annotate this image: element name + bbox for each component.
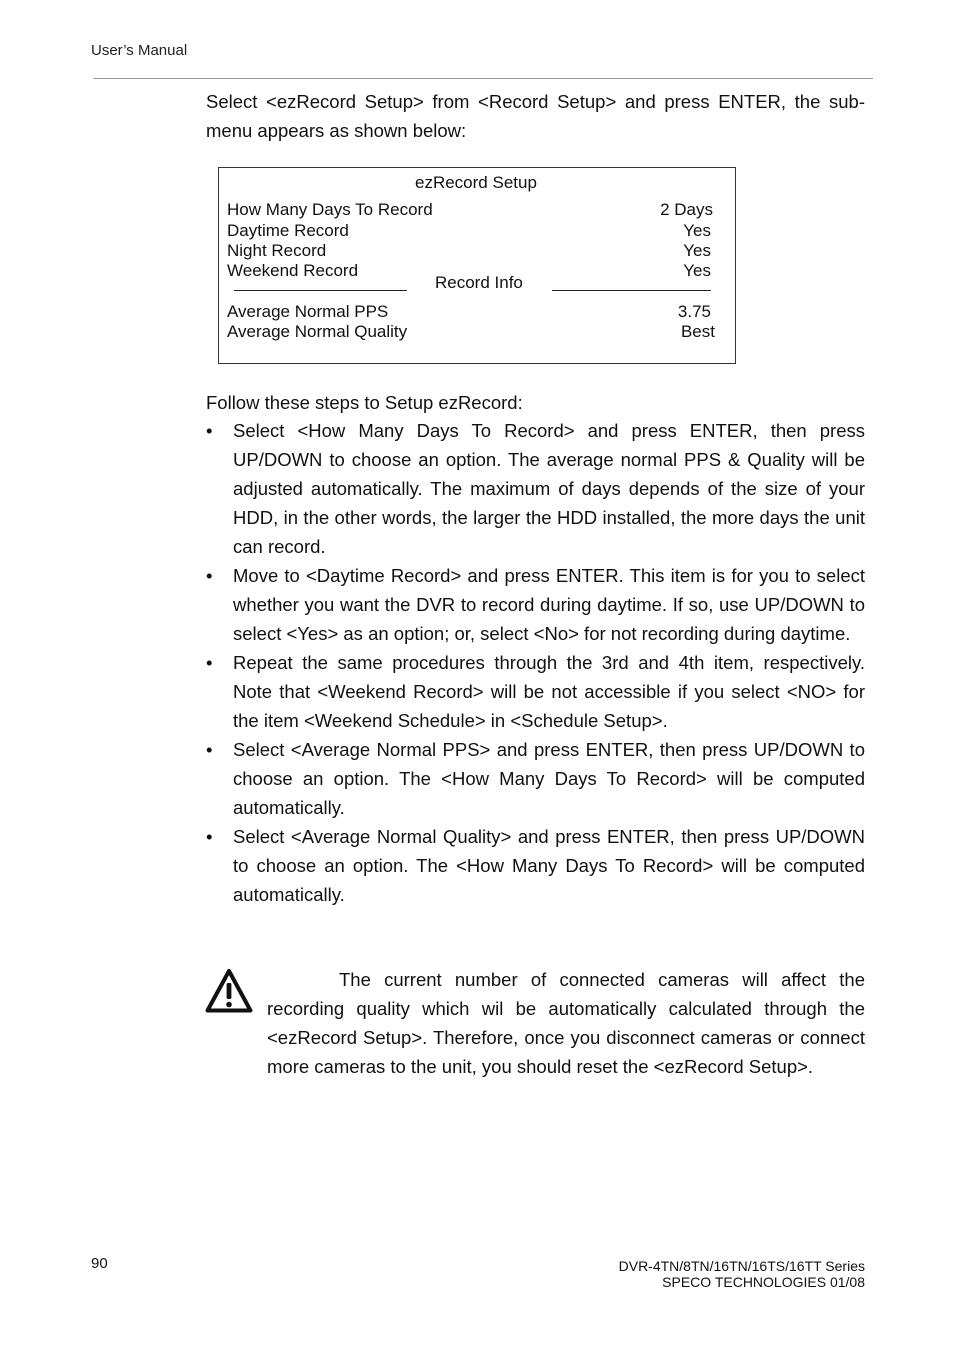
- note-text: The current number of connected cameras will affect the recording quality which wil be automatically calculated through the <ezRecord Setup>. Therefore, once you disconnect cameras or connect more cameras to the unit, you should reset the <ezRecord Setup>.: [267, 969, 865, 1077]
- step-text: Select <How Many Days To Record> and press ENTER, then press UP/DOWN to choose an option. The average normal PPS & Quality will be adjusted automatically. The maximum of days depends of the size of your HDD, in the other words, the larger the HDD installed, the more days the unit can record.: [233, 420, 865, 557]
- section-divider-right: [552, 290, 711, 291]
- page-number: 90: [91, 1255, 108, 1272]
- menu-row-label: How Many Days To Record: [227, 200, 433, 219]
- section-title: Record Info: [435, 273, 523, 292]
- header-label: User’s Manual: [91, 42, 188, 59]
- bullet: •: [206, 652, 213, 673]
- menu-title: ezRecord Setup: [415, 173, 537, 192]
- info-row-label: Average Normal PPS: [227, 302, 389, 321]
- bullet: •: [206, 826, 213, 847]
- menu-row-label: Night Record: [227, 241, 327, 260]
- bullet: •: [206, 565, 213, 586]
- footer-company: SPECO TECHNOLOGIES 01/08: [662, 1274, 865, 1290]
- step-text: Repeat the same procedures through the 3rd and 4th item, respectively. Note that <Weekend Record> will be not accessible if you select <NO> for the item <Weekend Schedule> in <Schedule Setup>.: [233, 652, 865, 731]
- step-text: Select <Average Normal PPS> and press ENTER, then press UP/DOWN to choose an option. The <How Many Days To Record> will be computed automatically.: [233, 739, 865, 818]
- bullet: •: [206, 739, 213, 760]
- steps-list: [206, 416, 865, 909]
- list-item: [206, 561, 865, 648]
- menu-row-value: Yes: [683, 221, 711, 240]
- step-text: Select <Average Normal Quality> and press ENTER, then press UP/DOWN to choose an option. The <How Many Days To Record> will be computed automatically.: [233, 826, 865, 905]
- intro-paragraph: Select <ezRecord Setup> from <Record Setup> and press ENTER, the sub-menu appears as shown below:: [206, 91, 865, 141]
- list-item: [206, 416, 865, 561]
- warning-triangle-icon: [205, 968, 253, 1014]
- footer-series: DVR-4TN/8TN/16TN/16TS/16TT Series: [618, 1258, 865, 1274]
- step-text: Move to <Daytime Record> and press ENTER. This item is for you to select whether you want the DVR to record during daytime. If so, use UP/DOWN to select <Yes> as an option; or, select <No> for not recording during daytime.: [233, 565, 865, 644]
- info-row-label: Average Normal Quality: [227, 322, 408, 341]
- list-item: [206, 648, 865, 735]
- list-item: [206, 735, 865, 822]
- menu-row-value: Yes: [683, 261, 711, 280]
- menu-row-value: Yes: [683, 241, 711, 260]
- bullet: •: [206, 420, 213, 441]
- menu-row-label: Daytime Record: [227, 221, 349, 240]
- list-item: [206, 822, 865, 909]
- info-row-value: Best: [680, 322, 715, 341]
- footer-info: [619, 1258, 865, 1290]
- steps-intro: Follow these steps to Setup ezRecord:: [206, 392, 523, 413]
- note-paragraph: [267, 965, 865, 1081]
- menu-row-label: Weekend Record: [227, 261, 359, 280]
- ezrecord-menu-box: [218, 167, 736, 364]
- header-divider: [93, 78, 873, 79]
- info-row-value: 3.75: [677, 302, 711, 321]
- section-divider-left: [234, 290, 407, 291]
- menu-row-value: 2 Days: [660, 200, 713, 219]
